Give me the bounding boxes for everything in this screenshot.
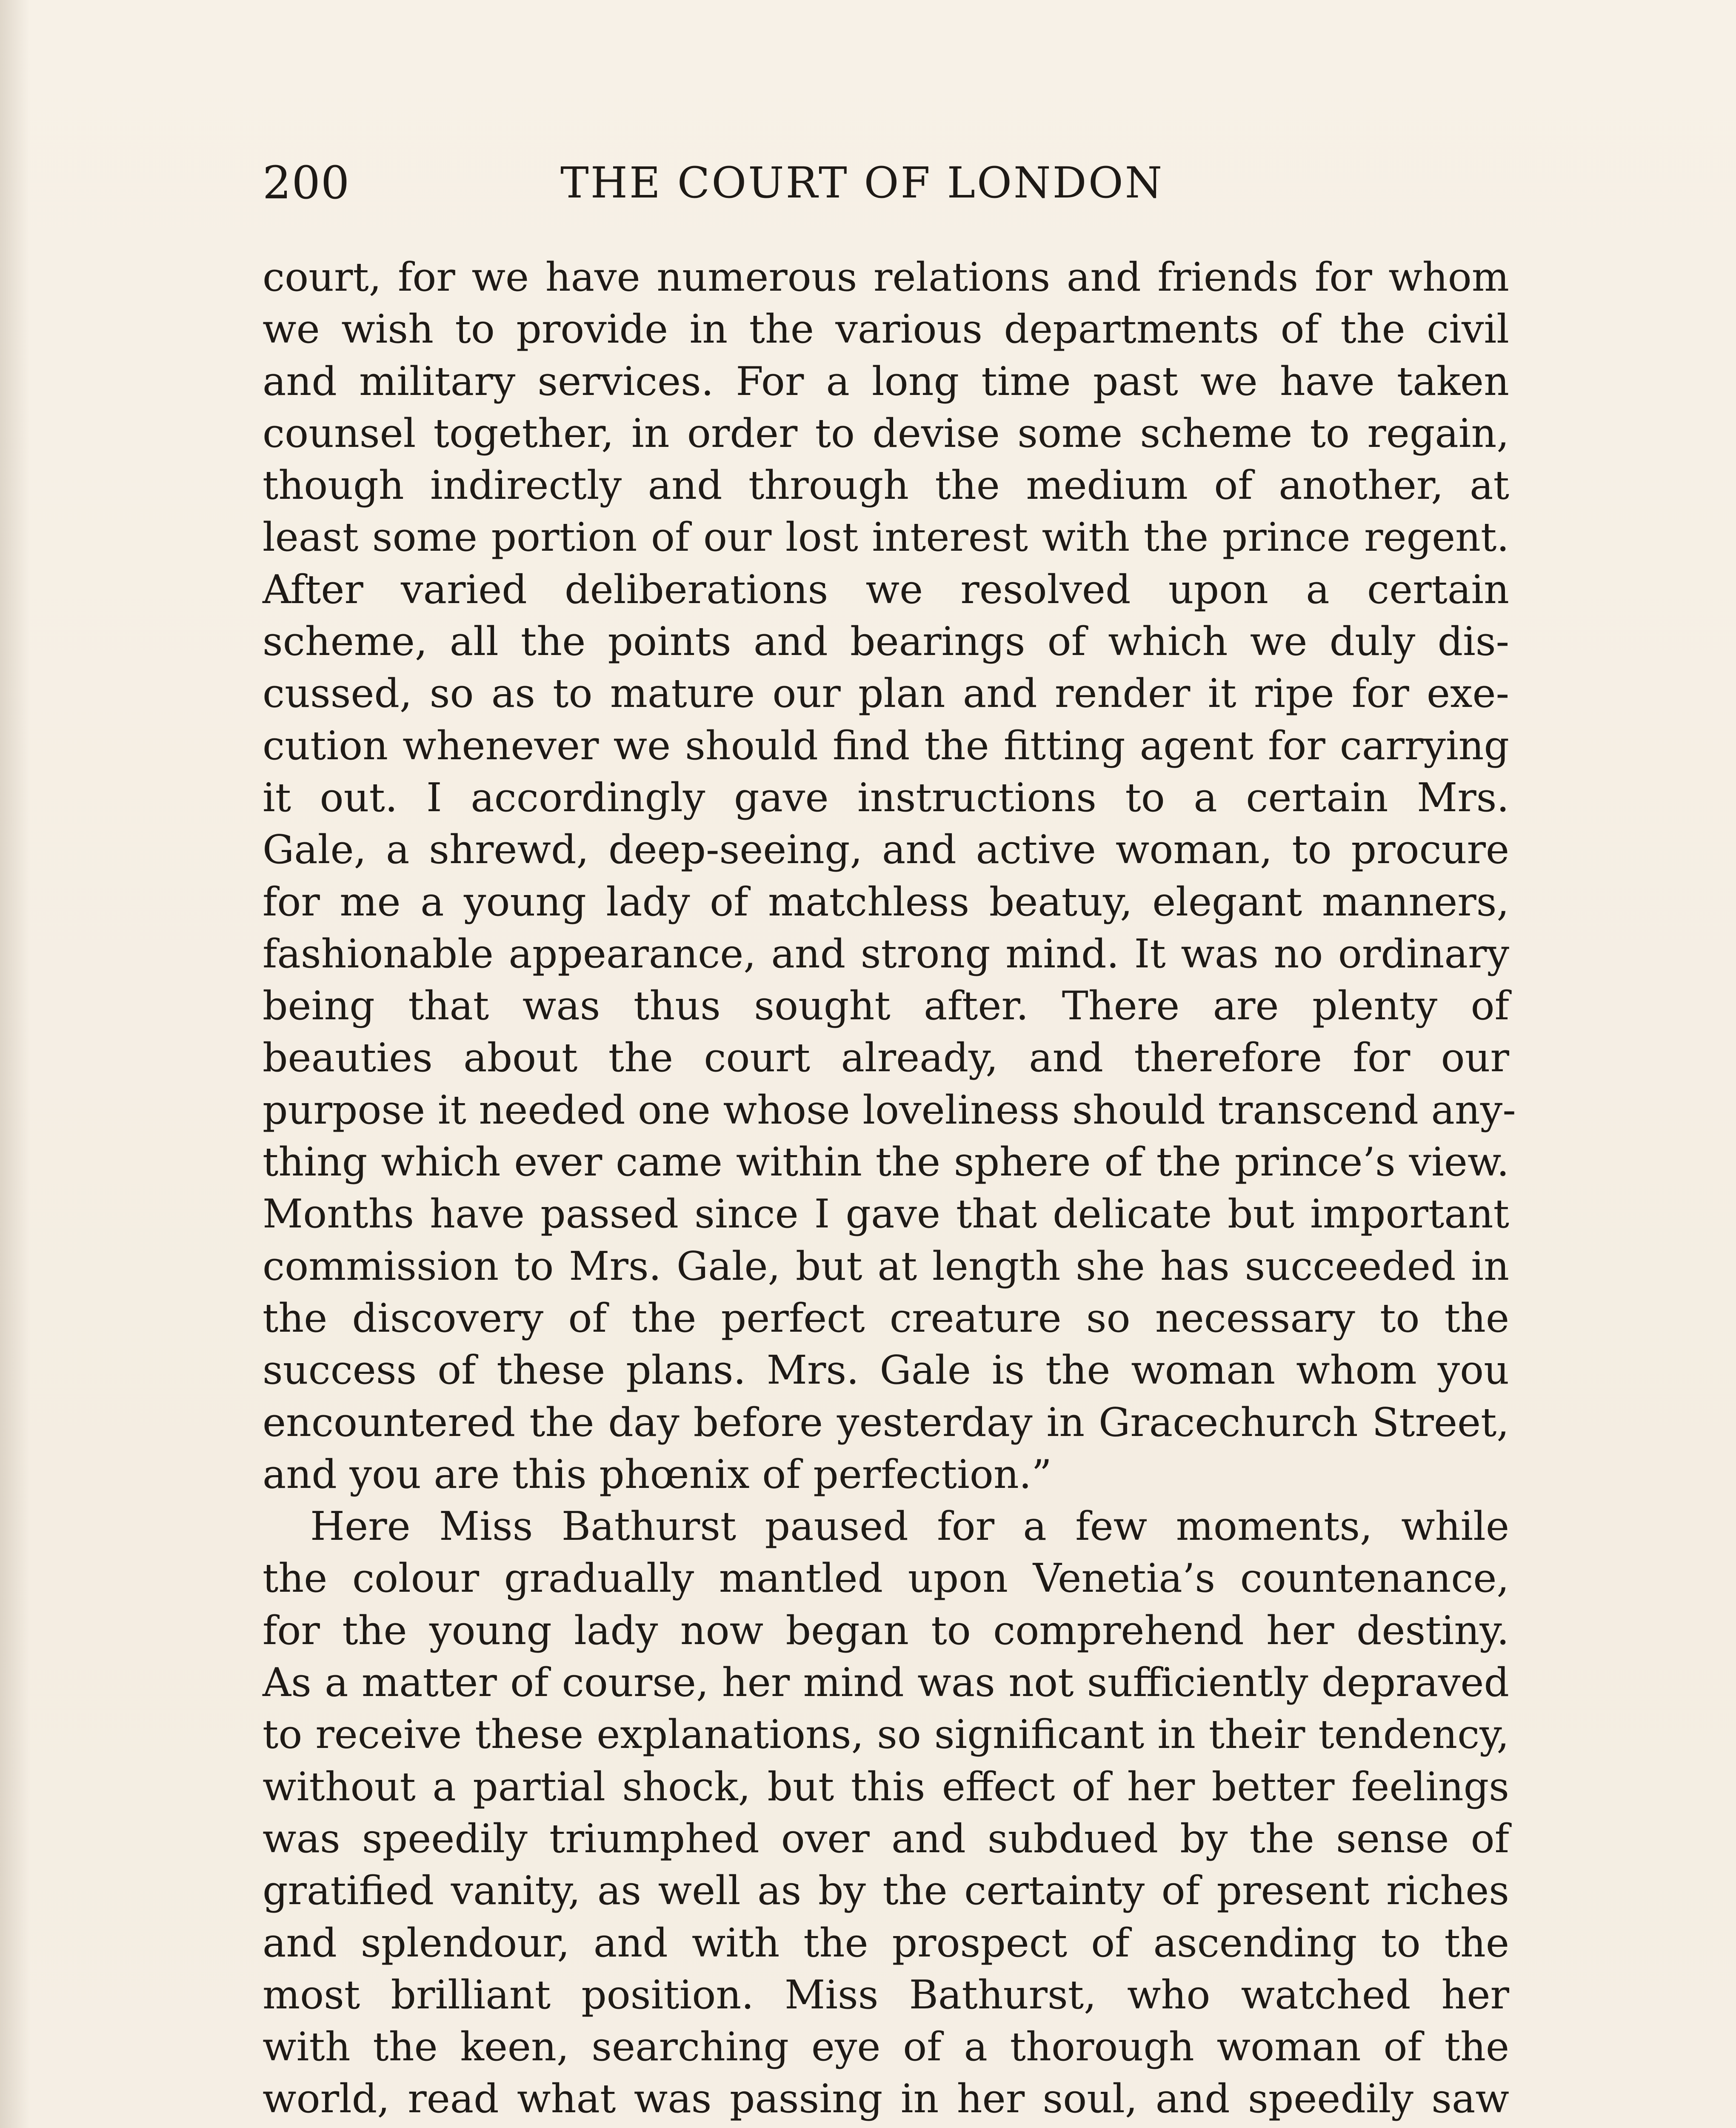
text-line: least some portion of our lost interest with the prince regent. xyxy=(263,514,1509,561)
text-line: After varied deliberations we resolved upon a certain xyxy=(263,566,1509,612)
page-number: 200 xyxy=(263,157,350,209)
text-line: and you are this phœnix of perfection.” xyxy=(263,1451,1052,1497)
text-line: fashionable appearance, and strong mind. It was no ordinary xyxy=(263,930,1509,977)
text-line: most brilliant position. Miss Bathurst, who watched her xyxy=(263,1971,1509,2018)
text-line: without a partial shock, but this effect of her better feelings xyxy=(263,1763,1509,1810)
text-line: and splendour, and with the prospect of ascending to the xyxy=(263,1919,1509,1966)
running-head: THE COURT OF LONDON xyxy=(560,158,1164,208)
text-line: was speedily triumphed over and subdued by the sense of xyxy=(263,1815,1509,1862)
text-line: gratified vanity, as well as by the certainty of present riches xyxy=(263,1868,1509,1914)
text-line: commission to Mrs. Gale, but at length she has succeeded in xyxy=(263,1243,1509,1289)
text-line: thing which ever came within the sphere of the prince’s view. xyxy=(263,1139,1509,1185)
text-line: world, read what was passing in her soul, and speedily saw xyxy=(263,2076,1509,2122)
text-line: being that was thus sought after. There are plenty of xyxy=(263,983,1509,1029)
text-line: cussed, so as to mature our plan and render it ripe for exe- xyxy=(263,670,1509,717)
text-line: and military services. For a long time past we have taken xyxy=(263,358,1509,404)
text-line: it out. I accordingly gave instructions to a certain Mrs. xyxy=(263,774,1509,821)
text-line: purpose it needed one whose loveliness should transcend any- xyxy=(263,1087,1516,1133)
text-line: Months have passed since I gave that delicate but important xyxy=(263,1191,1509,1237)
page-header xyxy=(263,153,1509,213)
text-line: court, for we have numerous relations and friends for whom xyxy=(263,254,1509,300)
page-gutter-shadow xyxy=(0,0,30,2128)
text-line: to receive these explanations, so significant in their tendency, xyxy=(263,1711,1509,1758)
text-line: As a matter of course, her mind was not sufficiently depraved xyxy=(263,1659,1509,1706)
text-line: success of these plans. Mrs. Gale is the woman whom you xyxy=(263,1347,1509,1393)
text-line: encountered the day before yesterday in Gracechurch Street, xyxy=(263,1399,1509,1445)
body-text xyxy=(263,251,1516,2128)
text-line: we wish to provide in the various departments of the civil xyxy=(263,306,1509,352)
text-line: scheme, all the points and bearings of which we duly dis- xyxy=(263,618,1509,665)
text-line: for me a young lady of matchless beatuy, elegant manners, xyxy=(263,878,1509,925)
text-line: though indirectly and through the medium of another, at xyxy=(263,462,1509,509)
text-line: Gale, a shrewd, deep-seeing, and active woman, to procure xyxy=(263,827,1509,873)
text-line: Here Miss Bathurst paused for a few moments, while xyxy=(310,1503,1509,1550)
text-line: counsel together, in order to devise some scheme to regain, xyxy=(263,410,1509,456)
text-line: the discovery of the perfect creature so necessary to the xyxy=(263,1295,1509,1341)
text-line: beauties about the court already, and therefore for our xyxy=(263,1035,1509,1081)
text-line xyxy=(263,2125,1509,2128)
text-line: the colour gradually mantled upon Venetia’s countenance, xyxy=(263,1555,1509,1602)
text-line: for the young lady now began to comprehend her destiny. xyxy=(263,1607,1509,1653)
text-line: cution whenever we should find the fitting agent for carrying xyxy=(263,722,1509,769)
text-line: with the keen, searching eye of a thorough woman of the xyxy=(263,2024,1509,2070)
